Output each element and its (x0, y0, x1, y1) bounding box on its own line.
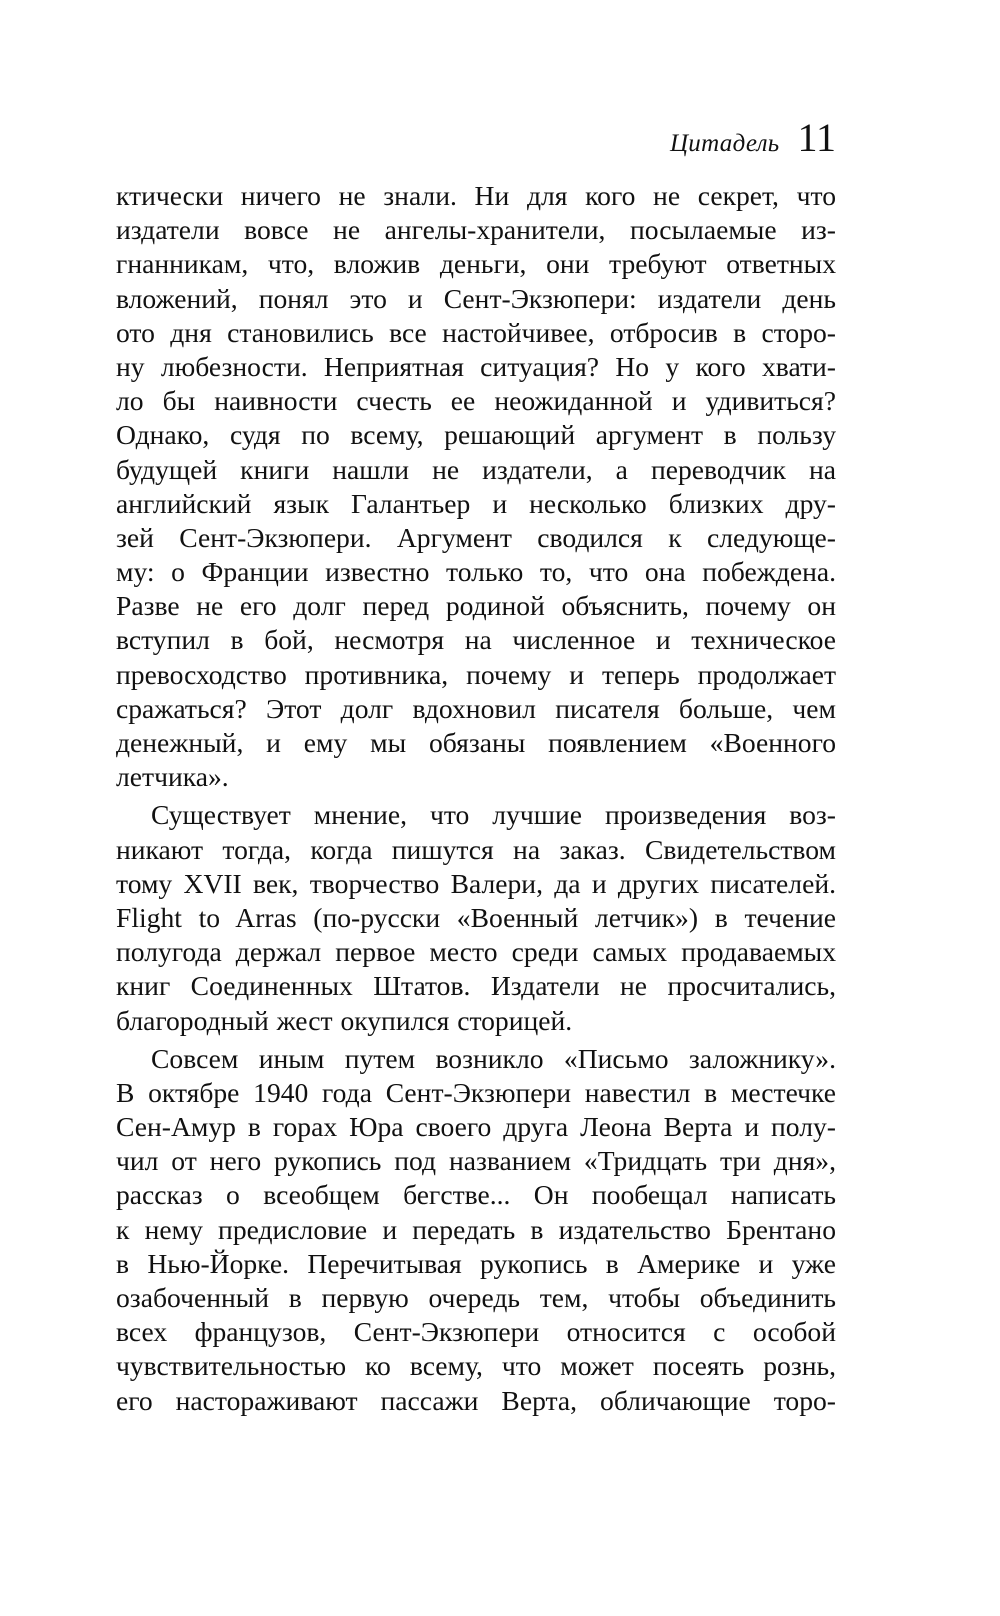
text-line: будущей книги нашли не издатели, а переводчик на (116, 453, 836, 485)
running-head (669, 115, 836, 160)
book-title: Цитадель (669, 130, 780, 157)
text-line: рассказ о всеобщем бегстве... Он пообещал написать (116, 1179, 836, 1211)
text-line: Разве не его долг перед родиной объяснить, почему он (116, 590, 836, 622)
text-line: всех французов, Сент-Экзюпери относится с особой (116, 1316, 836, 1348)
text-line: в Нью-Йорке. Перечитывая рукопись в Америке и уже (116, 1247, 836, 1279)
text-line: тому XVII век, творчество Валери, да и других писателей. (116, 867, 836, 899)
text-line: издатели вовсе не ангелы-хранители, посылаемые из- (116, 214, 836, 246)
text-line: полугода держал первое место среди самых продаваемых (116, 936, 836, 968)
text-line: Совсем иным путем возникло «Письмо заложнику». (151, 1042, 836, 1074)
text-line: вложений, понял это и Сент-Экзюпери: издатели день (116, 282, 836, 314)
text-line: Однако, судя по всему, решающий аргумент в пользу (116, 419, 836, 451)
text-line: гнанникам, что, вложив деньги, они требуют ответных (116, 248, 836, 280)
text-line: В октябре 1940 года Сент-Экзюпери навестил в местечке (116, 1076, 836, 1108)
text-line: чил от него рукопись под названием «Тридцать три дня», (116, 1145, 836, 1177)
text-line: ло бы наивности счесть ее неожиданной и удивиться? (116, 385, 836, 417)
text-line: к нему предисловие и передать в издательство Брентано (116, 1213, 836, 1245)
text-line: вступил в бой, несмотря на численное и техническое (116, 624, 836, 656)
text-line: благородный жест окупился сторицей. (116, 1004, 573, 1036)
text-line: никают тогда, когда пишутся на заказ. Свидетельством (116, 833, 836, 865)
paragraph (116, 798, 836, 1037)
text-line: книг Соединенных Штатов. Издатели не просчитались, (116, 970, 836, 1002)
body-text (116, 179, 836, 1418)
text-line: чувствительностью ко всему, что может посеять рознь, (116, 1350, 836, 1382)
text-line: зей Сент-Экзюпери. Аргумент сводился к следующе- (116, 521, 836, 553)
paragraph (116, 179, 836, 794)
text-line: денежный, и ему мы обязаны появлением «Военного (116, 727, 836, 758)
text-line: сражаться? Этот долг вдохновил писателя больше, чем (116, 692, 836, 724)
text-line: Сен-Амур в горах Юра своего друга Леона Верта и полу- (116, 1111, 836, 1143)
text-line: му: о Франции известно только то, что она побеждена. (116, 556, 836, 588)
text-line: ну любезности. Неприятная ситуация? Но у кого хвати- (116, 350, 836, 382)
text-line: превосходство противника, почему и теперь продолжает (116, 658, 836, 690)
text-line: его настораживают пассажи Верта, обличающие торо- (116, 1384, 836, 1416)
text-line: Flight to Arras (по-русски «Военный летчик») в течение (116, 901, 836, 933)
paragraph (116, 1042, 836, 1418)
text-line: летчика». (116, 761, 229, 793)
text-line: английский язык Галантьер и несколько близких дру- (116, 487, 836, 519)
text-line: ото дня становились все настойчивее, отбросив в сторо- (116, 316, 836, 348)
text-line: Существует мнение, что лучшие произведения воз- (151, 799, 836, 831)
text-line: озабоченный в первую очередь тем, чтобы объединить (116, 1282, 836, 1313)
page-number: 11 (797, 115, 836, 160)
text-line: ктически ничего не знали. Ни для кого не секрет, что (116, 180, 836, 211)
